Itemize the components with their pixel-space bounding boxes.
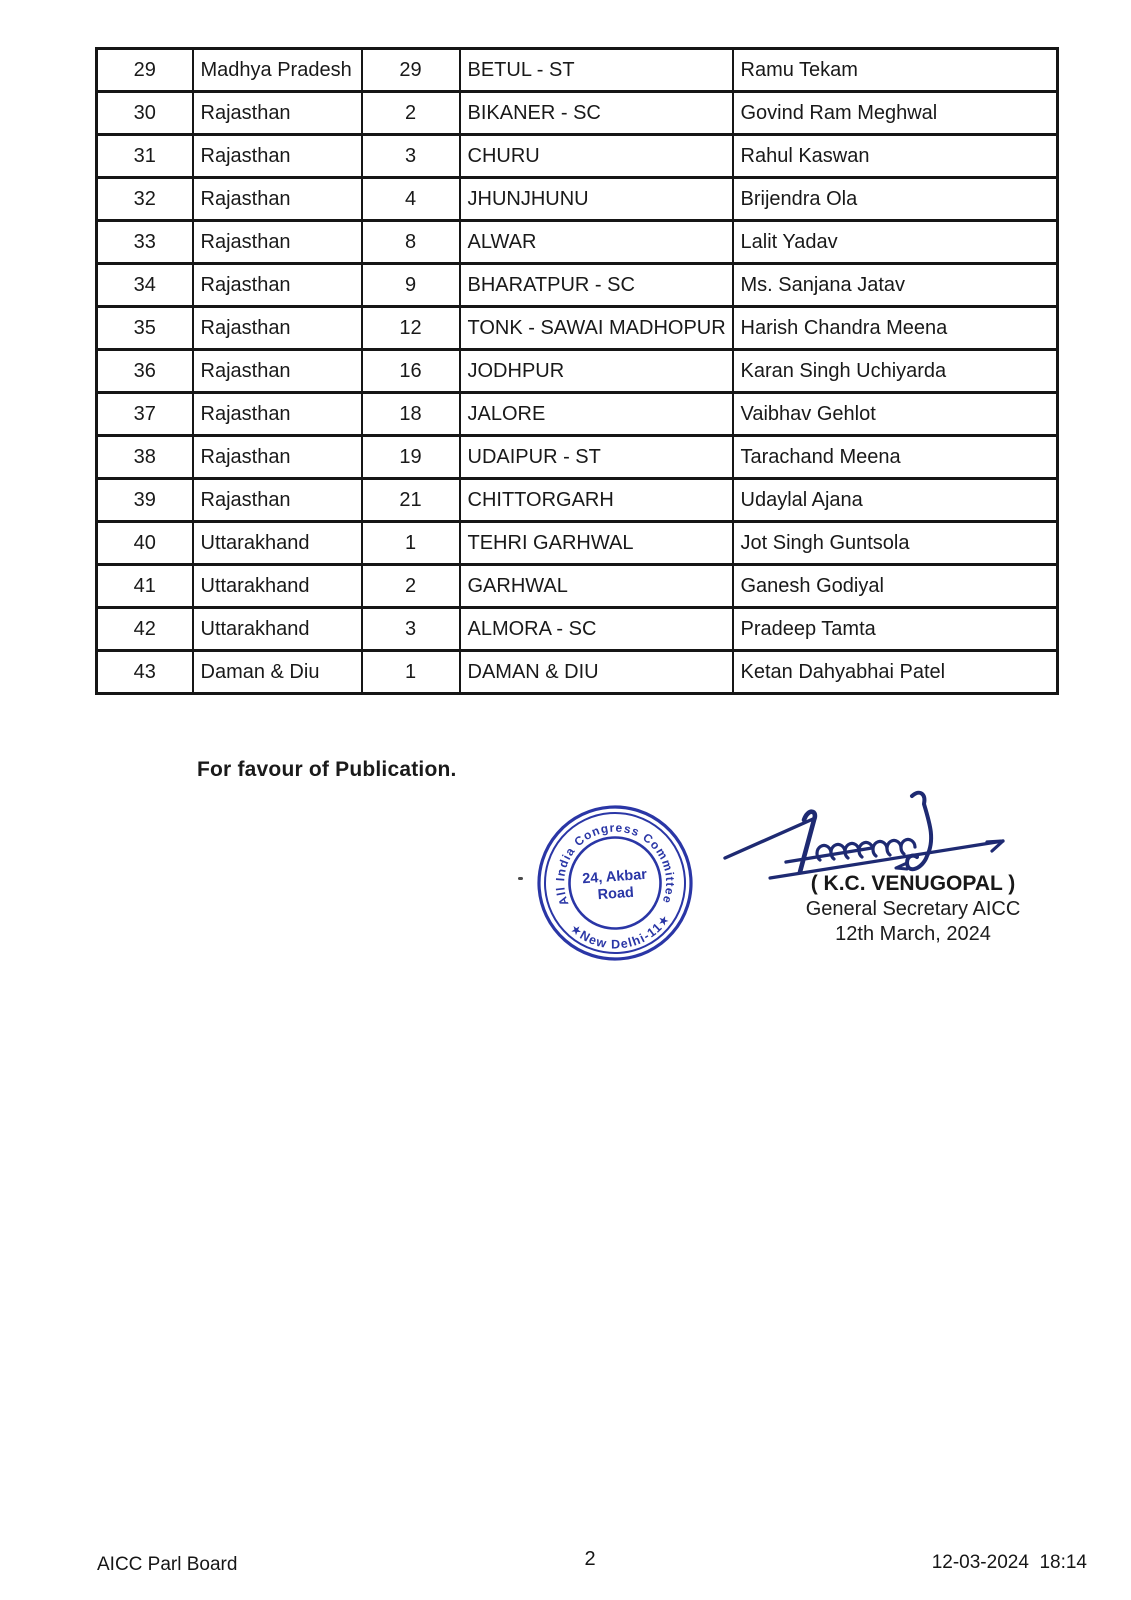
cell-constituency: JODHPUR — [460, 350, 733, 393]
cell-constituency: CHURU — [460, 135, 733, 178]
cell-state: Rajasthan — [193, 264, 362, 307]
cell-state: Rajasthan — [193, 436, 362, 479]
cell-state: Rajasthan — [193, 307, 362, 350]
stamp-arc-top-text: All India Congress Committee — [553, 820, 678, 908]
footer-timestamp: 12-03-2024 18:14 — [931, 1552, 1087, 1573]
cell-constituency: JALORE — [460, 393, 733, 436]
cell-constituency: JHUNJHUNU — [460, 178, 733, 221]
cell-constituency-number: 18 — [362, 393, 460, 436]
cell-state: Rajasthan — [193, 393, 362, 436]
cell-serial-number: 40 — [97, 522, 193, 565]
cell-state: Rajasthan — [193, 350, 362, 393]
cell-constituency: UDAIPUR - ST — [460, 436, 733, 479]
table-row — [97, 178, 1058, 221]
cell-serial-number: 35 — [97, 307, 193, 350]
cell-state: Daman & Diu — [193, 651, 362, 694]
candidate-table-body — [97, 49, 1058, 694]
cell-constituency: BIKANER - SC — [460, 92, 733, 135]
cell-serial-number: 43 — [97, 651, 193, 694]
table-row — [97, 522, 1058, 565]
cell-state: Uttarakhand — [193, 608, 362, 651]
cell-candidate: Brijendra Ola — [733, 178, 1058, 221]
cell-constituency: GARHWAL — [460, 565, 733, 608]
cell-constituency: TONK - SAWAI MADHOPUR — [460, 307, 733, 350]
table-row — [97, 92, 1058, 135]
signatory-name: ( K.C. VENUGOPAL ) — [810, 872, 1016, 895]
svg-text:★New Delhi-11★ — [566, 910, 675, 955]
cell-constituency: ALMORA - SC — [460, 608, 733, 651]
cell-serial-number: 33 — [97, 221, 193, 264]
cell-serial-number: 38 — [97, 436, 193, 479]
cell-candidate: Udaylal Ajana — [733, 479, 1058, 522]
cell-state: Rajasthan — [193, 479, 362, 522]
footer-page-number: 2 — [584, 1548, 596, 1570]
footer-document-name: AICC Parl Board — [97, 1554, 238, 1575]
table-row — [97, 608, 1058, 651]
cell-candidate: Ganesh Godiyal — [733, 565, 1058, 608]
cell-serial-number: 41 — [97, 565, 193, 608]
table-row — [97, 135, 1058, 178]
cell-candidate: Rahul Kaswan — [733, 135, 1058, 178]
cell-state: Rajasthan — [193, 135, 362, 178]
cell-constituency: DAMAN & DIU — [460, 651, 733, 694]
table-row — [97, 651, 1058, 694]
cell-constituency: ALWAR — [460, 221, 733, 264]
cell-candidate: Lalit Yadav — [733, 221, 1058, 264]
cell-candidate: Ketan Dahyabhai Patel — [733, 651, 1058, 694]
cell-constituency-number: 29 — [362, 49, 460, 92]
cell-serial-number: 39 — [97, 479, 193, 522]
stamp-center-line1: 24, Akbar — [581, 866, 648, 888]
cell-constituency-number: 16 — [362, 350, 460, 393]
cell-serial-number: 34 — [97, 264, 193, 307]
table-row — [97, 350, 1058, 393]
cell-serial-number: 31 — [97, 135, 193, 178]
cell-constituency: BHARATPUR - SC — [460, 264, 733, 307]
cell-candidate: Govind Ram Meghwal — [733, 92, 1058, 135]
cell-candidate: Ramu Tekam — [733, 49, 1058, 92]
table-row — [97, 393, 1058, 436]
cell-constituency-number: 1 — [362, 651, 460, 694]
table-row — [97, 307, 1058, 350]
cell-candidate: Pradeep Tamta — [733, 608, 1058, 651]
table-row — [97, 221, 1058, 264]
table-row — [97, 49, 1058, 92]
table-row — [97, 565, 1058, 608]
cell-serial-number: 37 — [97, 393, 193, 436]
cell-state: Uttarakhand — [193, 565, 362, 608]
cell-constituency-number: 4 — [362, 178, 460, 221]
cell-state: Rajasthan — [193, 178, 362, 221]
cell-serial-number: 30 — [97, 92, 193, 135]
cell-serial-number: 32 — [97, 178, 193, 221]
signatory-title: General Secretary AICC — [805, 898, 1021, 920]
table-row — [97, 264, 1058, 307]
cell-state: Rajasthan — [193, 92, 362, 135]
cell-constituency: BETUL - ST — [460, 49, 733, 92]
cell-constituency-number: 12 — [362, 307, 460, 350]
cell-candidate: Jot Singh Guntsola — [733, 522, 1058, 565]
cell-candidate: Vaibhav Gehlot — [733, 393, 1058, 436]
cell-state: Rajasthan — [193, 221, 362, 264]
cell-constituency-number: 3 — [362, 135, 460, 178]
signatory-date: 12th March, 2024 — [835, 923, 991, 945]
cell-state: Uttarakhand — [193, 522, 362, 565]
table-row — [97, 436, 1058, 479]
cell-constituency-number: 1 — [362, 522, 460, 565]
cell-constituency-number: 2 — [362, 565, 460, 608]
cell-constituency-number: 2 — [362, 92, 460, 135]
cell-serial-number: 36 — [97, 350, 193, 393]
cell-candidate: Karan Singh Uchiyarda — [733, 350, 1058, 393]
cell-state: Madhya Pradesh — [193, 49, 362, 92]
stray-ink-dot — [518, 877, 523, 880]
stamp-center-line2: Road — [597, 884, 635, 904]
cell-candidate: Harish Chandra Meena — [733, 307, 1058, 350]
candidate-table — [95, 47, 1059, 695]
cell-serial-number: 29 — [97, 49, 193, 92]
cell-serial-number: 42 — [97, 608, 193, 651]
cell-constituency: CHITTORGARH — [460, 479, 733, 522]
aicc-round-stamp-seal — [536, 804, 694, 962]
cell-constituency: TEHRI GARHWAL — [460, 522, 733, 565]
stamp-arc-bottom-text: ★New Delhi-11★ — [567, 911, 674, 952]
cell-constituency-number: 3 — [362, 608, 460, 651]
cell-constituency-number: 8 — [362, 221, 460, 264]
cell-candidate: Tarachand Meena — [733, 436, 1058, 479]
table-row — [97, 479, 1058, 522]
cell-constituency-number: 21 — [362, 479, 460, 522]
cell-constituency-number: 9 — [362, 264, 460, 307]
publication-note: For favour of Publication. — [197, 758, 457, 781]
cell-constituency-number: 19 — [362, 436, 460, 479]
cell-candidate: Ms. Sanjana Jatav — [733, 264, 1058, 307]
